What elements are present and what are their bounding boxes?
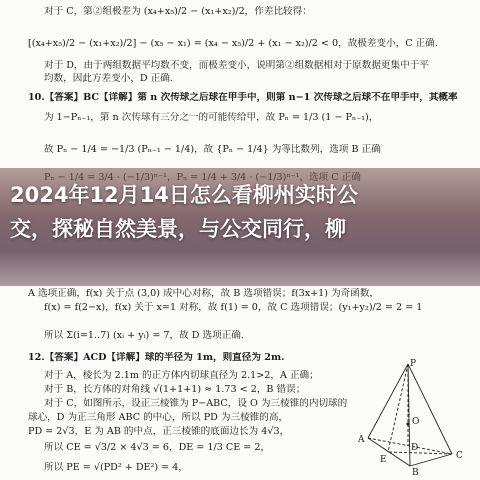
doc-line: 对于 B，长方体的对角线 √(1+1+1) ≈ 1.73 < 2，B 错误； xyxy=(44,384,306,395)
doc-line: 故 Pₙ − 1/4 = −1/3 (Pₙ₋₁ − 1/4)，故 {Pₙ − 1/4} 为等比数列，选项 B 正确 xyxy=(44,144,381,155)
doc-line: 10.【答案】BC【详解】第 n 次传球之后球在甲手中，则第 n−1 次传球之后球不在甲手中，其概率 xyxy=(28,92,458,103)
doc-line: 对于 C，如图所示，设正三棱锥为 P−ABC，设 O 为三棱锥的内切球的 xyxy=(44,398,348,409)
doc-line: 为 1−Pₙ₋₁，第 n 次传球有三分之一的可能传给甲，故 Pₙ = 1/3 (1 − Pₙ₋₁)， xyxy=(44,112,379,123)
doc-line: 均数，因此方差变小，D 正确. xyxy=(44,73,173,84)
label-a: A xyxy=(358,435,365,445)
label-e: E xyxy=(380,455,387,465)
label-d: D xyxy=(411,443,419,453)
label-p: P xyxy=(410,359,417,369)
headline-line-2: 交，探秘自然美景，与公交同行，柳 xyxy=(10,217,346,241)
edge-pa xyxy=(368,364,408,438)
headline-line-1: 2024年12月14日怎么看柳州实时公 xyxy=(10,183,358,207)
tetrahedron-figure xyxy=(356,358,468,476)
edge-pc xyxy=(408,364,452,454)
label-b: B xyxy=(412,468,419,476)
edge-bc xyxy=(410,454,452,466)
point-o xyxy=(406,422,409,425)
doc-line: 球心，D 为正三角形 ABC 的中心，所以 PD 为三棱锥的高， xyxy=(28,412,289,423)
doc-line: 对于 C，第②组极差为 (x₄+x₅)/2 − (x₁+x₂)/2，作差比较得： xyxy=(44,6,312,17)
label-o: O xyxy=(412,417,420,427)
label-c: C xyxy=(456,451,463,461)
doc-line: 12.【答案】ACD【详解】球的半径为 1m，则直径为 2m. xyxy=(28,352,285,363)
doc-line: PD = 2√3，E 为 AB 的中点，正三棱锥的底面边长为 4√3， xyxy=(28,426,290,437)
doc-line: 所以 CE = √3/2 × 4√3 = 6，DE = 1/3 CE = 2， xyxy=(44,442,271,453)
doc-line: 所以 PE = √(PD² + DE²) = 4， xyxy=(44,462,188,473)
doc-line: [(x₄+x₅)/2 − (x₁+x₂)/2] − (x₅ − x₁) = (x₄ − x₅)/2 + (x₁ − x₂)/2 < 0，故极差变小，C 正确. xyxy=(28,38,438,49)
doc-line: 对于 D，由于两组数据平均数不变，而极差变小，说明第②组数据相对于原数据更集中于平 xyxy=(44,60,429,71)
slant-pe xyxy=(388,364,408,452)
doc-line: A 选项正确，f(x) 关于点 (3,0) 成中心对称，故 B 选项错误；f(3x+1) 为奇函数， xyxy=(28,288,380,299)
doc-line: f(x) = f(2−x)，f(x) 关于 x=1 对称，故 f(1) = 0，故 C 选项错误；(y₁+y₂)/2 = 2 = 1 xyxy=(44,302,423,313)
headline-banner xyxy=(0,168,480,286)
doc-line: 所以 Σ(i=1..7) (xᵢ + yᵢ) = 7，故 D 选项正确. xyxy=(44,330,244,341)
doc-line: 对于 A，棱长为 2.1m 的正方体内切球直径为 2.1>2，A 正确； xyxy=(44,370,319,381)
